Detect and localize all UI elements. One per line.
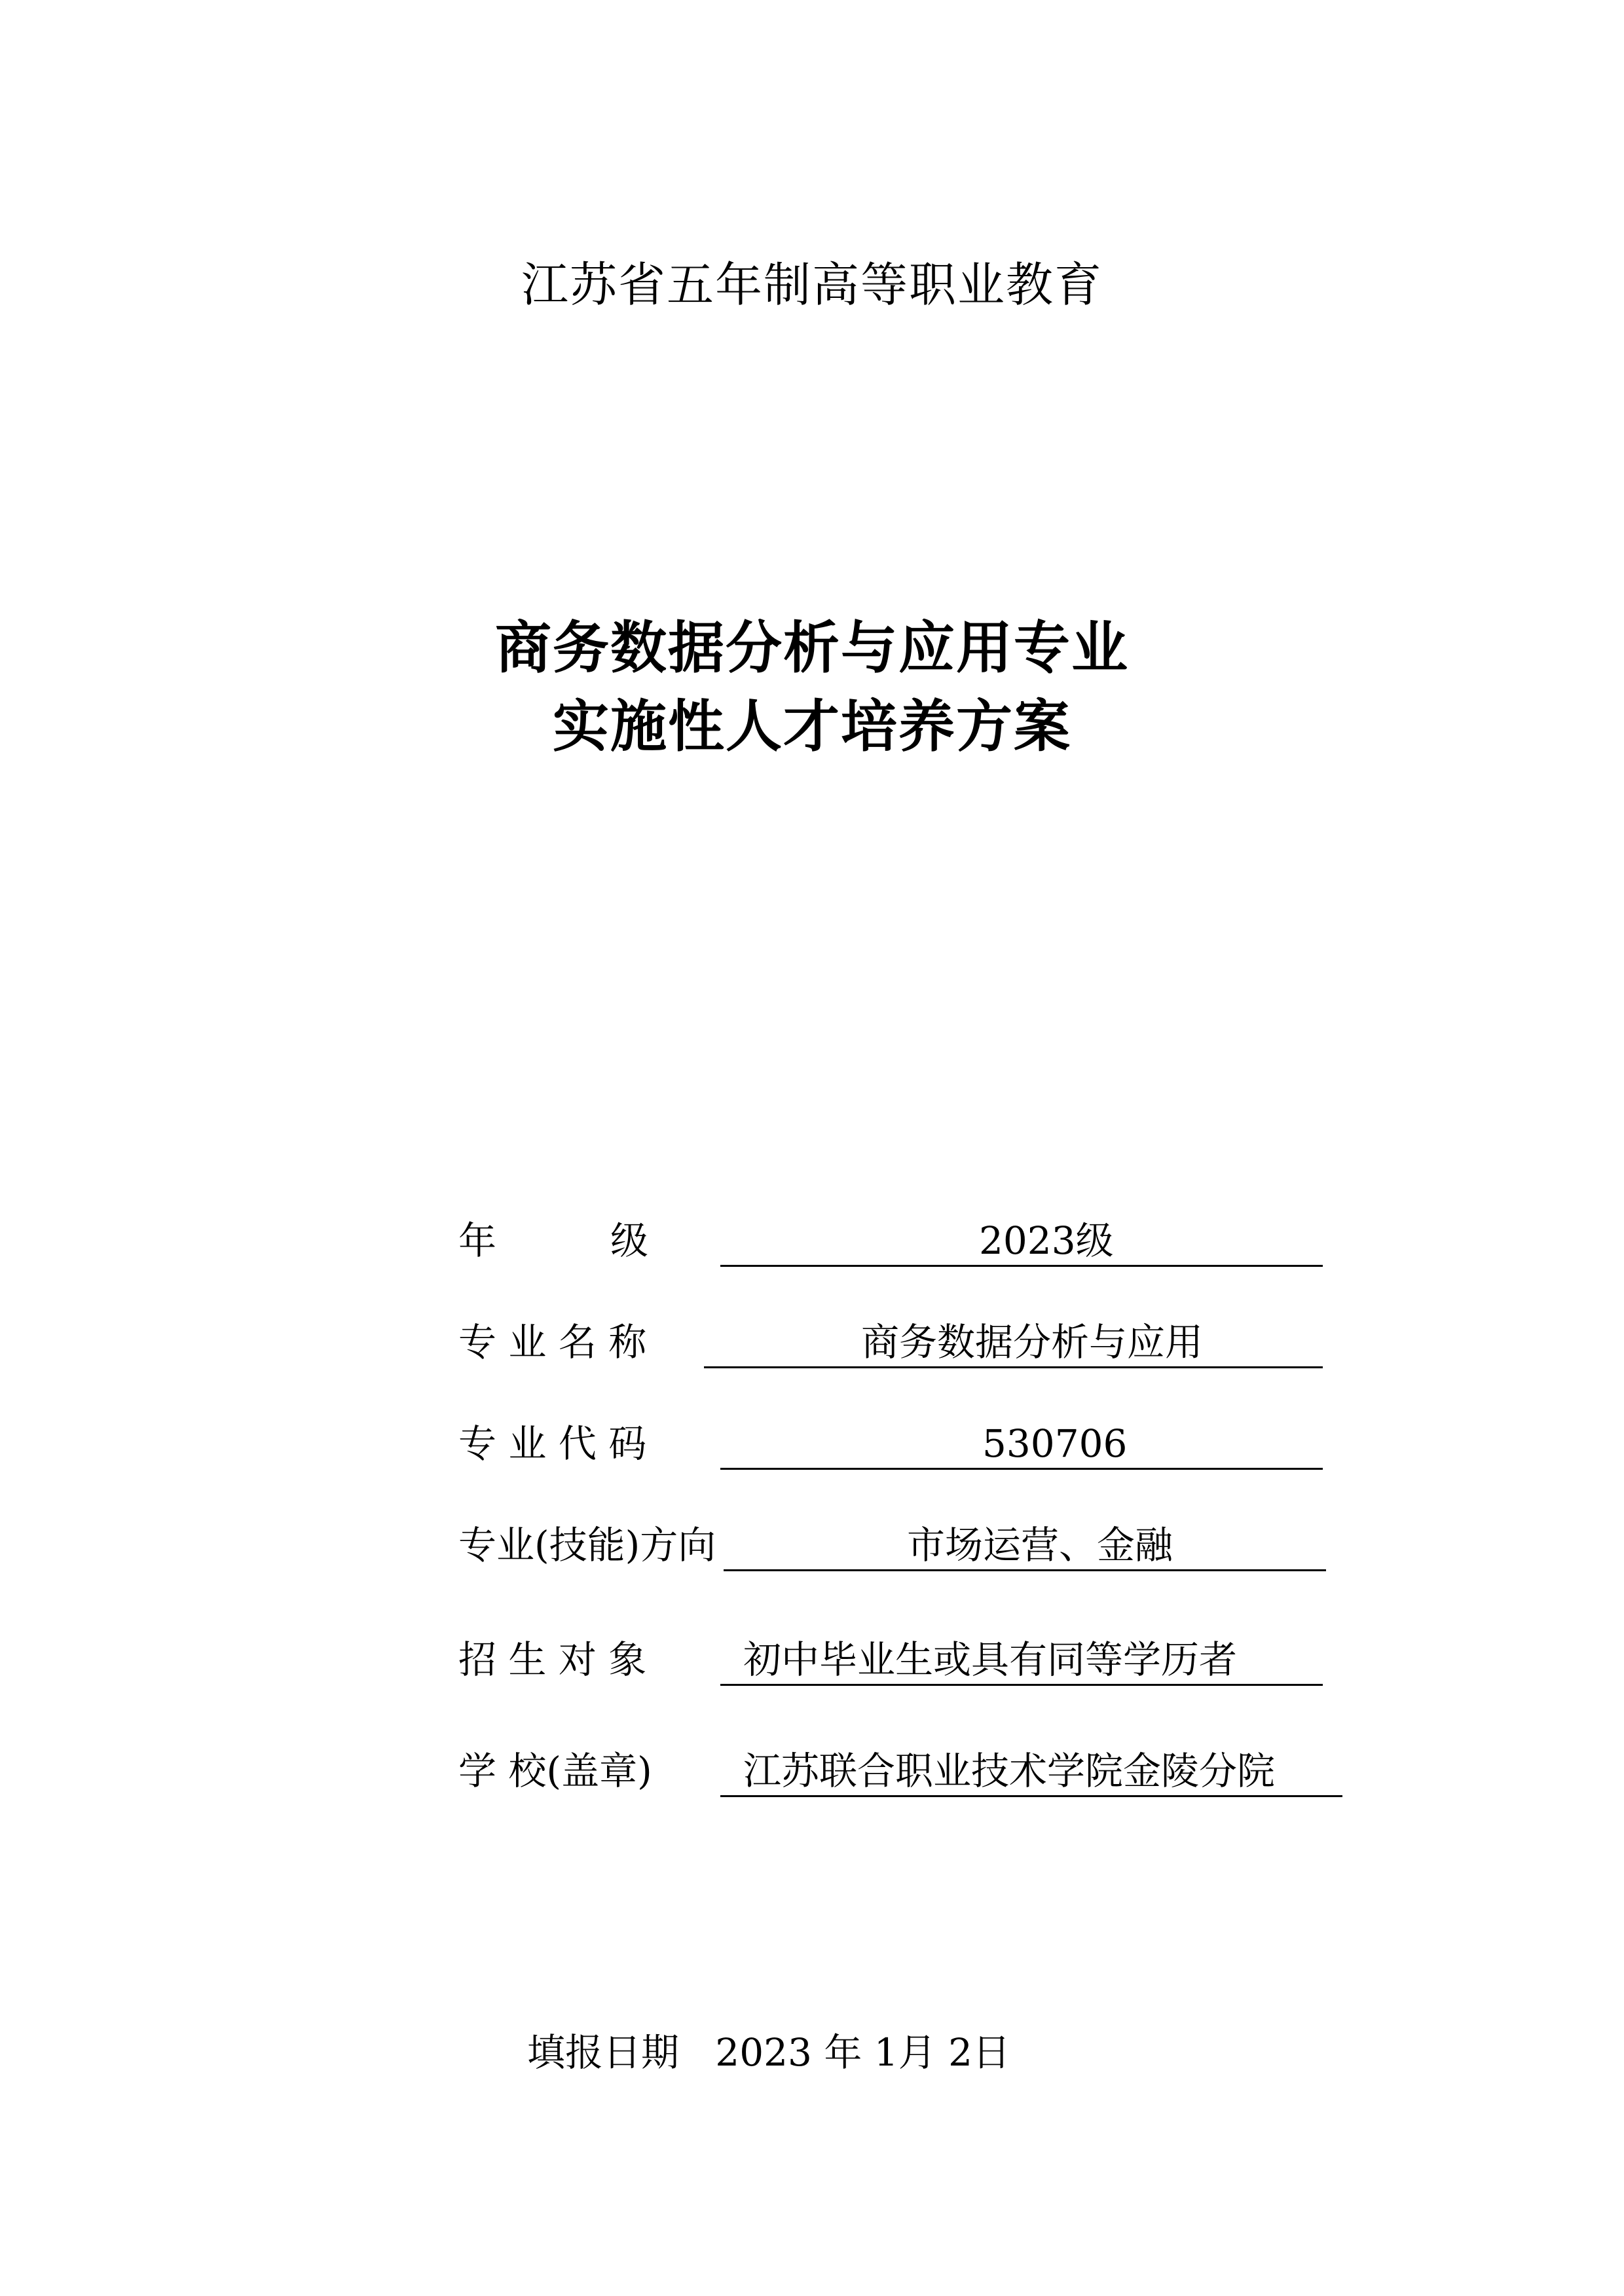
grade-value-field: [720, 1208, 1323, 1267]
document-title-line2: 实施性人才培养方案: [553, 694, 1071, 759]
header-subtitle: 江苏省五年制高等职业教育: [521, 257, 1103, 312]
school-row: [458, 1738, 1349, 1804]
enrollment-value-field: [720, 1627, 1323, 1686]
fill-date: 填报日期 2023 年 1月 2日: [527, 2030, 1011, 2075]
major-name-row: [458, 1309, 1349, 1375]
major-name-value: 商务数据分析与应用: [861, 1320, 1204, 1364]
school-label: 学 校(盖章): [458, 1749, 652, 1793]
grade-row: [458, 1208, 1349, 1273]
major-name-label: 专 业 名 称: [458, 1320, 647, 1364]
document-title-line1: 商务数据分析与应用专业: [495, 615, 1129, 681]
major-code-value: 530706: [982, 1421, 1128, 1466]
school-value-field: [720, 1738, 1342, 1797]
major-code-label: 专 业 代 码: [458, 1421, 647, 1466]
direction-value-field: [724, 1512, 1326, 1571]
grade-value: 2023级: [979, 1218, 1114, 1263]
direction-row: [458, 1512, 1349, 1578]
enrollment-value: 初中毕业生或具有同等学历者: [743, 1637, 1238, 1682]
major-name-value-field: [704, 1309, 1323, 1368]
major-code-value-field: [720, 1411, 1323, 1470]
grade-label: 年 级: [458, 1218, 649, 1263]
direction-label: 专业(技能)方向: [458, 1523, 716, 1567]
major-code-row: [458, 1411, 1349, 1476]
enrollment-label: 招 生 对 象: [458, 1637, 647, 1682]
direction-value: 市场运营、金融: [907, 1523, 1173, 1567]
school-value: 江苏联合职业技术学院金陵分院: [743, 1749, 1276, 1793]
enrollment-row: [458, 1627, 1349, 1692]
